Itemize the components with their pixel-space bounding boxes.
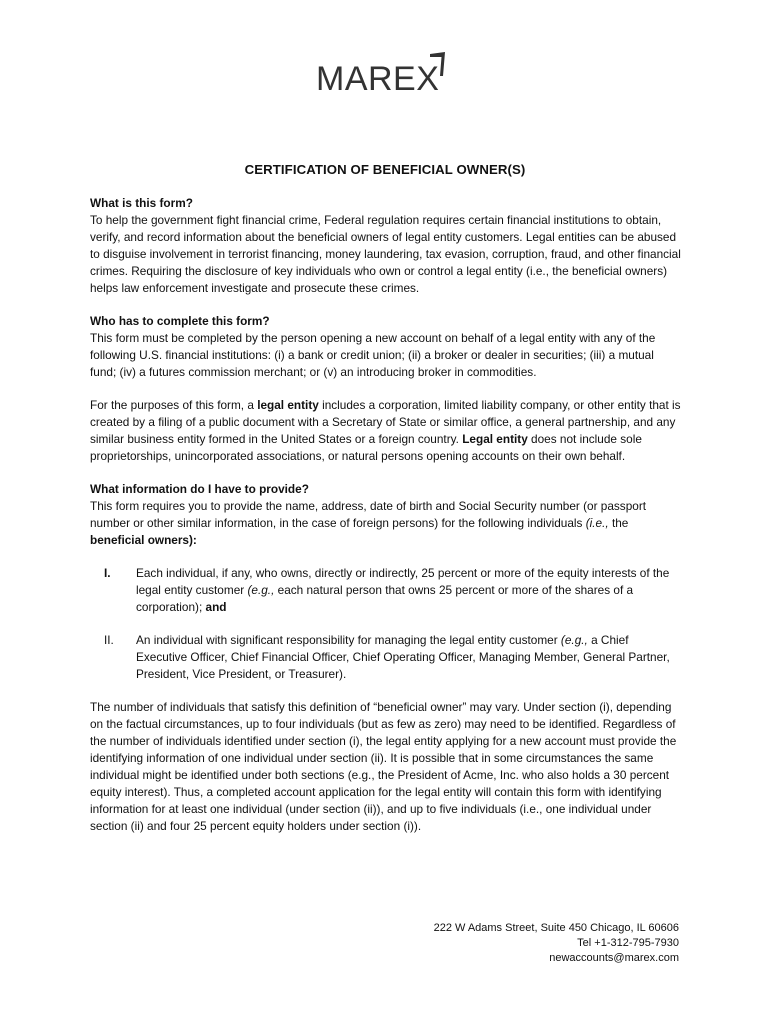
document-body (90, 195, 682, 835)
section-information-required (90, 481, 682, 683)
beneficial-owner-list (90, 565, 682, 683)
legal-entity-definition (90, 397, 682, 465)
text-run: does not include sole proprietorships, unincorporated associations, or natural persons opening accounts on their own behalf. (90, 432, 642, 463)
italic-text: (i.e., (585, 516, 609, 530)
bold-term: Legal entity (462, 432, 528, 446)
text-run: includes a corporation, limited liability company, or other entity that is created by a filing of a public document with a Secretary of State or similar office, a general partnership, and any similar business entity formed in the United States or a foreign country. (90, 398, 681, 446)
text-run: An individual with significant responsibility for managing the legal entity customer (136, 633, 561, 647)
section-heading: What information do I have to provide? (90, 482, 309, 496)
footer-phone: Tel +1-312-795-7930 (577, 937, 679, 949)
document-title: CERTIFICATION OF BENEFICIAL OWNER(S) (244, 162, 526, 177)
list-number: I. (104, 566, 111, 580)
marex-arrow-mark-icon (428, 52, 448, 78)
footer-email: newaccounts@marex.com (549, 952, 679, 964)
contact-footer (434, 921, 679, 966)
text-run: the (608, 516, 629, 530)
text-run: For the purposes of this form, a (90, 398, 258, 412)
section-heading: What is this form? (90, 196, 193, 210)
italic-text: (e.g., (247, 583, 275, 597)
text-run: This form requires you to provide the name, address, date of birth and Social Security number (or passport number or other similar information, in the case of foreign persons) for the following individuals (90, 499, 647, 530)
list-number: II. (104, 633, 114, 647)
paragraph-number-of-individuals (90, 699, 682, 835)
section-who-completes (90, 313, 682, 381)
list-item (90, 565, 682, 616)
paragraph-legal-entity (90, 397, 682, 465)
text-run: Each individual, if any, who owns, directly or indirectly, 25 percent or more of the equity interests of the legal entity customer (136, 566, 670, 597)
bold-term: and (205, 600, 227, 614)
section-body: This form must be completed by the person opening a new account on behalf of a legal entity with any of the following U.S. financial institutions: (i) a bank or credit union; (ii) a broker or dealer in securities; (iii) a mutual fund; (iv) a futures commission merchant; or (v) an introducing broker in commodities. (90, 331, 656, 379)
section-what-is-form (90, 195, 682, 297)
footer-address: 222 W Adams Street, Suite 450 Chicago, IL 60606 (433, 922, 679, 934)
text-run: each natural person that owns 25 percent or more of the shares of a corporation); (136, 583, 634, 614)
bold-term: legal entity (257, 398, 319, 412)
marex-logo (316, 52, 446, 98)
section-body: The number of individuals that satisfy this definition of “beneficial owner” may vary. Under section (i), depending on the factual circumstances, up to four individuals (but as few as zero) may need to be identified. Regardless of the number of individuals identified under section (i), the legal entity applying for a new account must provide the identifying information of one individual under section (ii). It is possible that in some circumstances the same individual might be identified under both sections (e.g., the President of Acme, Inc. who also holds a 30 percent equity interest). Thus, a completed account application for the legal entity will contain this form with identifying information for at least one individual (under section (ii)), and up to five individuals (i.e., one individual under section (ii) and four 25 percent equity holders under section (i)). (90, 700, 677, 833)
section-heading: Who has to complete this form? (90, 314, 270, 328)
logo-text: MAREX (316, 60, 440, 98)
text-run: a Chief Executive Officer, Chief Financial Officer, Chief Operating Officer, Managing Member, General Partner, President, Vice President, or Treasurer). (136, 633, 670, 681)
section-body: To help the government fight financial crime, Federal regulation requires certain financial institutions to obtain, verify, and record information about the beneficial owners of legal entity customers. Legal entities can be abused to disguise involvement in terrorist financing, money laundering, tax evasion, corruption, fraud, and other financial crimes. Requiring the disclosure of key individuals who own or control a legal entity (i.e., the beneficial owners) helps law enforcement investigate and prosecute these crimes. (90, 213, 681, 295)
section-body (90, 498, 682, 549)
bold-term: beneficial owners): (90, 533, 197, 547)
italic-text: (e.g., (560, 633, 588, 647)
list-item (90, 632, 682, 683)
